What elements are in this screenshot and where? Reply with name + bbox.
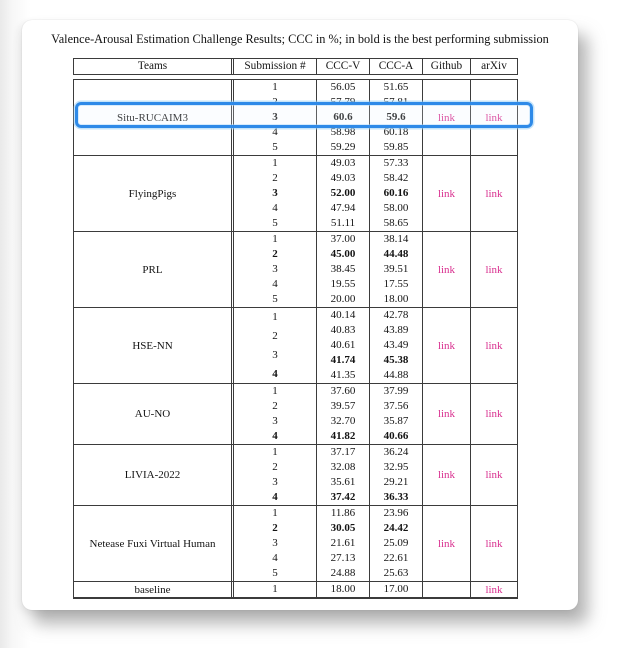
ccc-v-value: 58.98 (330, 126, 356, 138)
submission-column (234, 445, 317, 505)
arxiv-link[interactable]: link (485, 111, 503, 124)
ccc-v-value: 47.94 (330, 202, 356, 214)
ccc-a-value: 42.78 (383, 309, 409, 321)
submission-number: 2 (272, 461, 278, 473)
ccc-v-value: 60.6 (333, 111, 353, 123)
ccc-v-value: 49.03 (330, 157, 356, 169)
ccc-v-value: 37.60 (330, 385, 356, 397)
ccc-a-value: 35.87 (383, 415, 409, 427)
column-header-submission-number: Submission # (234, 59, 317, 74)
submission-column (234, 156, 317, 231)
ccc-a-value: 23.96 (383, 507, 409, 519)
arxiv-link[interactable]: link (485, 537, 503, 550)
arxiv-cell (471, 445, 517, 505)
submission-number: 1 (272, 507, 278, 519)
ccc-a-value: 60.18 (383, 126, 409, 138)
ccc-a-value: 44.48 (383, 248, 409, 260)
submission-number: 1 (272, 311, 278, 324)
ccc-v-value: 24.88 (330, 567, 356, 579)
ccc-v-column (317, 156, 370, 231)
column-header-arxiv: arXiv (481, 60, 507, 72)
ccc-a-column (370, 582, 423, 597)
team-section (74, 155, 517, 231)
ccc-a-column (370, 80, 423, 155)
submission-number: 5 (272, 141, 278, 153)
submission-number: 1 (272, 157, 278, 169)
submission-column (234, 506, 317, 581)
ccc-a-value: 57.33 (383, 157, 409, 169)
ccc-a-value: 32.95 (383, 461, 409, 473)
table-caption: Valence-Arousal Estimation Challenge Results; CCC in %; in bold is the best performing submission (51, 32, 549, 46)
ccc-v-value: 40.61 (330, 339, 356, 351)
github-link[interactable]: link (437, 469, 456, 481)
submission-number: 3 (272, 111, 278, 123)
team-section (74, 307, 517, 383)
ccc-a-value: 24.42 (383, 522, 409, 534)
submission-number: 2 (272, 330, 278, 343)
team-name: FlyingPigs (128, 187, 177, 200)
submission-number: 1 (272, 583, 278, 595)
github-cell (423, 308, 471, 383)
submission-number: 2 (272, 522, 278, 534)
arxiv-cell (471, 232, 517, 307)
ccc-v-value: 21.61 (330, 537, 356, 549)
team-cell (74, 308, 234, 383)
arxiv-link[interactable]: link (485, 263, 503, 276)
ccc-v-value: 37.17 (330, 446, 356, 458)
github-cell (423, 156, 471, 231)
results-card (22, 20, 578, 610)
submission-number: 5 (272, 567, 278, 579)
ccc-v-value: 40.14 (330, 309, 356, 321)
github-cell (423, 232, 471, 307)
github-link[interactable]: link (437, 187, 456, 200)
table-header-row (73, 58, 518, 75)
submission-number: 4 (272, 552, 278, 564)
ccc-a-column (370, 308, 423, 383)
ccc-a-column (370, 384, 423, 444)
ccc-v-column (317, 445, 370, 505)
submission-number: 3 (272, 415, 278, 427)
table-body (73, 79, 518, 599)
team-cell (74, 506, 234, 581)
ccc-a-value: 22.61 (383, 552, 409, 564)
submission-number: 5 (272, 217, 278, 229)
arxiv-link[interactable]: link (485, 187, 503, 200)
submission-number: 1 (272, 446, 278, 458)
ccc-a-value: 59.6 (386, 111, 406, 123)
ccc-a-value: 51.65 (383, 81, 409, 93)
ccc-v-value: 38.45 (330, 263, 356, 275)
ccc-v-value: 37.42 (330, 491, 356, 503)
ccc-a-value: 45.38 (383, 354, 409, 366)
ccc-a-value: 59.85 (383, 141, 409, 153)
submission-number: 2 (272, 400, 278, 412)
ccc-a-column (370, 506, 423, 581)
github-cell (423, 506, 471, 581)
ccc-v-column (317, 80, 370, 155)
submission-number: 5 (272, 293, 278, 305)
ccc-a-value: 18.00 (383, 293, 409, 305)
team-section (74, 444, 517, 505)
ccc-v-value: 39.57 (330, 400, 356, 412)
team-section (74, 231, 517, 307)
ccc-a-value: 43.89 (383, 324, 409, 336)
ccc-v-value: 27.13 (330, 552, 356, 564)
submission-number: 4 (272, 367, 278, 380)
submission-column (234, 232, 317, 307)
arxiv-cell (471, 506, 517, 581)
ccc-v-value: 52.00 (330, 187, 356, 199)
ccc-v-value: 45.00 (330, 248, 356, 260)
ccc-v-column (317, 308, 370, 383)
team-cell (74, 232, 234, 307)
team-cell (74, 445, 234, 505)
team-section (74, 505, 517, 581)
ccc-v-value: 11.86 (330, 507, 356, 519)
ccc-v-value: 56.05 (330, 81, 356, 93)
arxiv-link[interactable]: link (485, 583, 503, 596)
submission-number: 4 (272, 202, 278, 214)
ccc-v-value: 59.29 (330, 141, 356, 153)
ccc-v-value: 18.00 (330, 583, 356, 595)
github-link[interactable]: link (437, 408, 456, 420)
submission-number: 1 (272, 233, 278, 245)
arxiv-link[interactable]: link (485, 339, 503, 352)
submission-number: 3 (272, 187, 278, 199)
ccc-v-value: 32.08 (330, 461, 356, 473)
arxiv-cell (471, 582, 517, 597)
ccc-v-column (317, 384, 370, 444)
ccc-a-value: 39.51 (383, 263, 409, 275)
github-link[interactable]: link (437, 111, 456, 124)
ccc-a-value: 38.14 (383, 233, 409, 245)
ccc-a-value: 57.81 (383, 96, 409, 108)
team-name: AU-NO (134, 408, 171, 420)
submission-number: 1 (272, 385, 278, 397)
team-cell (74, 80, 234, 155)
submission-number: 2 (272, 248, 278, 260)
team-name: HSE-NN (132, 339, 173, 352)
ccc-v-value: 41.35 (330, 369, 356, 381)
ccc-a-value: 44.88 (383, 369, 409, 381)
arxiv-cell (471, 80, 517, 155)
arxiv-cell (471, 308, 517, 383)
ccc-v-value: 37.00 (330, 233, 356, 245)
team-cell (74, 384, 234, 444)
submission-number: 3 (272, 263, 278, 275)
github-link[interactable]: link (437, 339, 456, 352)
submission-number: 4 (272, 430, 278, 442)
ccc-a-column (370, 232, 423, 307)
ccc-a-column (370, 156, 423, 231)
submission-number: 3 (272, 348, 278, 361)
arxiv-link[interactable]: link (485, 469, 503, 481)
submission-number: 4 (272, 278, 278, 290)
team-section (74, 581, 517, 597)
team-section (74, 80, 517, 155)
submission-column (234, 308, 317, 383)
ccc-a-value: 25.63 (383, 567, 409, 579)
ccc-a-column (370, 445, 423, 505)
ccc-v-value: 35.61 (330, 476, 356, 488)
github-link[interactable]: link (437, 263, 456, 276)
ccc-a-value: 29.21 (383, 476, 409, 488)
submission-column (234, 384, 317, 444)
submission-number: 2 (272, 172, 278, 184)
ccc-a-value: 37.56 (383, 400, 409, 412)
submission-number: 4 (272, 491, 278, 503)
ccc-v-value: 49.03 (330, 172, 356, 184)
github-link[interactable]: link (437, 537, 456, 550)
ccc-v-value: 20.00 (330, 293, 356, 305)
ccc-v-value: 51.11 (330, 217, 356, 229)
ccc-a-value: 40.66 (383, 430, 409, 442)
ccc-a-value: 58.42 (383, 172, 409, 184)
submission-number: 1 (272, 81, 278, 93)
github-cell (423, 80, 471, 155)
team-section (74, 383, 517, 444)
arxiv-link[interactable]: link (485, 408, 503, 420)
ccc-a-value: 17.55 (383, 278, 409, 290)
team-cell (74, 156, 234, 231)
ccc-a-value: 37.99 (383, 385, 409, 397)
arxiv-cell (471, 156, 517, 231)
team-name: PRL (142, 263, 163, 276)
team-name: Situ-RUCAIM3 (117, 111, 188, 124)
team-cell (74, 582, 234, 597)
submission-number: 3 (272, 476, 278, 488)
team-name: Netease Fuxi Virtual Human (89, 537, 216, 550)
ccc-a-value: 58.65 (383, 217, 409, 229)
submission-column (234, 80, 317, 155)
column-header-github: Github (423, 59, 471, 74)
ccc-v-value: 30.05 (330, 522, 356, 534)
submission-number: 2 (272, 96, 278, 108)
submission-number: 3 (272, 537, 278, 549)
arxiv-cell (471, 384, 517, 444)
github-cell (423, 582, 471, 597)
ccc-v-column (317, 506, 370, 581)
ccc-v-value: 41.74 (330, 354, 356, 366)
submission-column (234, 582, 317, 597)
ccc-a-value: 17.00 (383, 583, 409, 595)
ccc-v-column (317, 582, 370, 597)
column-header-ccc-v: CCC-V (317, 59, 370, 74)
ccc-v-value: 41.82 (330, 430, 356, 442)
github-cell (423, 445, 471, 505)
ccc-a-value: 43.49 (383, 339, 409, 351)
column-header-teams: Teams (74, 59, 234, 74)
github-cell (423, 384, 471, 444)
column-header-ccc-a: CCC-A (370, 59, 423, 74)
ccc-v-value: 19.55 (330, 278, 356, 290)
ccc-a-value: 60.16 (383, 187, 409, 199)
ccc-a-value: 25.09 (383, 537, 409, 549)
team-name: baseline (134, 583, 171, 596)
team-name: LIVIA-2022 (124, 469, 181, 481)
ccc-a-value: 36.33 (383, 491, 409, 503)
ccc-v-value: 40.83 (330, 324, 356, 336)
results-table (73, 58, 518, 599)
ccc-v-column (317, 232, 370, 307)
ccc-v-value: 57.79 (330, 96, 356, 108)
ccc-a-value: 36.24 (383, 446, 409, 458)
ccc-a-value: 58.00 (383, 202, 409, 214)
submission-number: 4 (272, 126, 278, 138)
ccc-v-value: 32.70 (330, 415, 356, 427)
